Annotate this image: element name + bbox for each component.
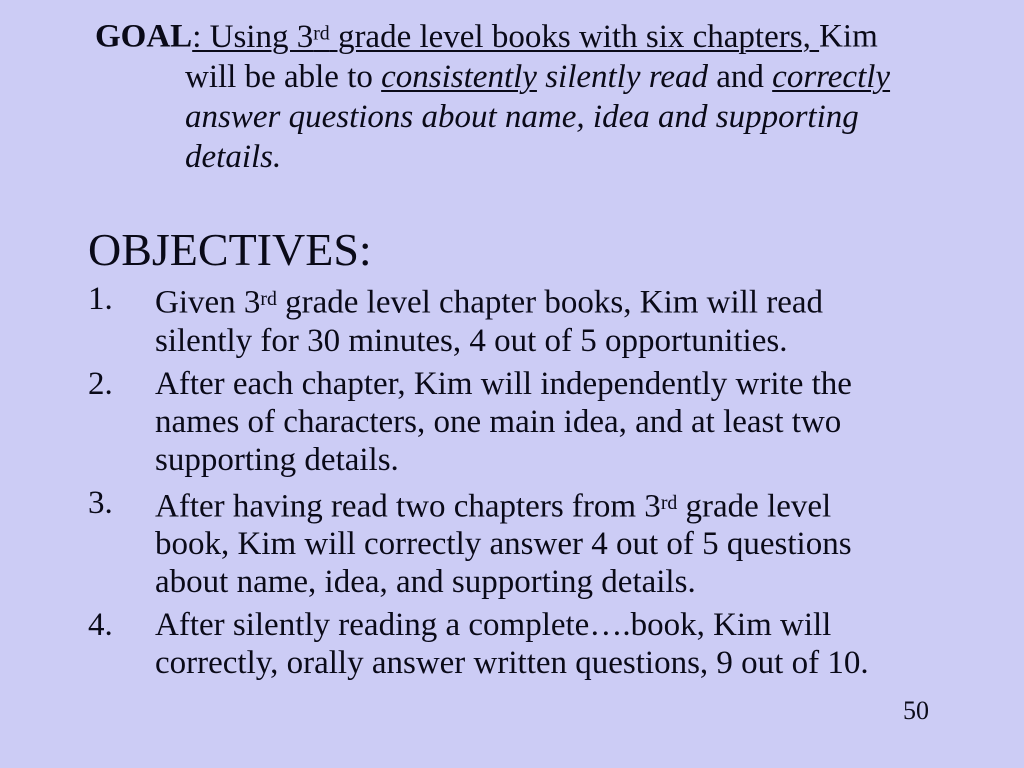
superscript-text: rd (660, 491, 678, 514)
objective-item (88, 365, 869, 479)
goal-line (95, 13, 890, 57)
text-segment: After silently reading a complete….book, Kim will (155, 607, 832, 644)
goal-line (95, 57, 890, 97)
objective-line (155, 484, 852, 526)
text-segment: names of characters, one main idea, and at least two (155, 403, 842, 440)
objective-number: 1. (88, 281, 113, 317)
text-segment: : Using 3 (192, 18, 314, 55)
objective-item (88, 606, 869, 682)
text-segment: grade level chapter books, Kim will read (276, 284, 824, 321)
objectives-list (88, 280, 869, 687)
objective-text (155, 484, 852, 602)
objective-item (88, 484, 869, 602)
text-segment: silently read (536, 58, 717, 95)
text-segment: supporting details. (155, 441, 399, 478)
objective-line (155, 525, 852, 563)
objective-line (155, 365, 852, 403)
text-segment: details. (185, 138, 282, 175)
objective-text (155, 606, 869, 682)
text-segment: book, Kim will correctly answer 4 out of 5 questions (155, 526, 852, 563)
text-segment: answer questions about name, idea and supporting (185, 98, 859, 135)
text-segment: correctly, orally answer written questions, 9 out of 10. (155, 645, 869, 682)
text-segment: about name, idea, and supporting details. (155, 564, 696, 601)
objective-line (155, 280, 823, 322)
objective-line (155, 441, 852, 479)
objective-line (155, 322, 823, 360)
goal-paragraph (95, 13, 890, 177)
goal-line (95, 97, 890, 137)
underlined-text (381, 59, 537, 95)
superscript-text: rd (313, 22, 330, 44)
objective-number: 4. (88, 607, 113, 644)
text-segment: Kim (819, 18, 878, 55)
superscript-text: rd (260, 288, 277, 310)
text-segment: and (716, 58, 773, 95)
text-segment: After having read two chapters from 3 (155, 488, 661, 525)
underlined-text (772, 59, 890, 95)
objective-number: 2. (88, 365, 113, 402)
text-segment: After each chapter, Kim will independently write the (155, 365, 852, 402)
objective-text (155, 280, 823, 360)
text-segment: will be able to (185, 58, 382, 95)
objectives-heading: OBJECTIVES: (88, 224, 372, 275)
text-segment: grade level (677, 488, 832, 525)
page-number: 50 (903, 696, 929, 725)
text-segment: correctly (772, 58, 891, 95)
underlined-text (192, 19, 819, 55)
objective-number: 3. (88, 484, 113, 521)
objective-text (155, 365, 852, 479)
text-segment: consistently (381, 58, 537, 95)
text-segment: Given 3 (155, 284, 261, 321)
objective-line (155, 644, 869, 682)
text-segment: silently for 30 minutes, 4 out of 5 opportunities. (155, 322, 788, 359)
objective-line (155, 606, 869, 644)
objective-line (155, 563, 852, 601)
text-segment: grade level books with six chapters, (329, 18, 820, 55)
goal-line (95, 137, 890, 177)
objective-line (155, 403, 852, 441)
text-segment: GOAL (95, 18, 193, 55)
objective-item (88, 280, 869, 360)
